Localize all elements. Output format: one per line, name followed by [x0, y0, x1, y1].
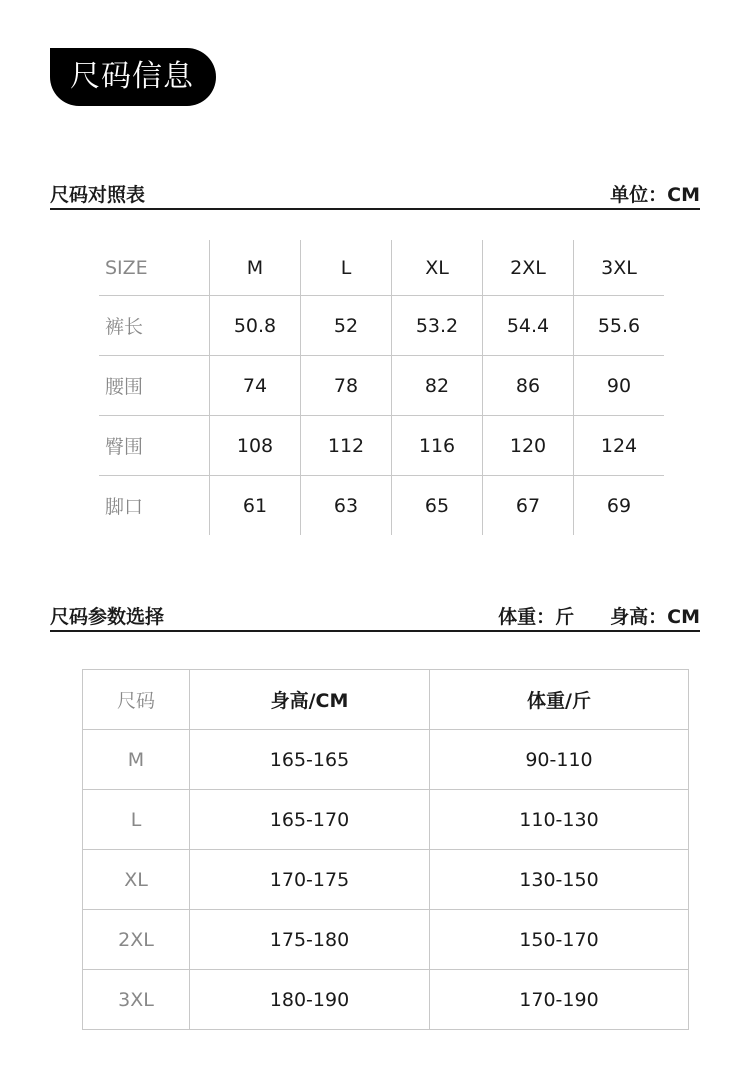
measure-value: 54.4: [483, 296, 574, 356]
size-cell: 3XL: [83, 970, 190, 1030]
measure-value: 69: [606, 494, 632, 517]
measure-value: 86: [483, 356, 574, 416]
table-row: [99, 356, 664, 416]
measure-value: 124: [574, 416, 665, 476]
weight-column-header: 体重/斤: [430, 670, 689, 730]
measure-value: 90: [574, 356, 665, 416]
measure-value: 67: [483, 476, 574, 536]
table-row: [99, 416, 664, 476]
size-chart-heading: 尺码对照表: [50, 184, 146, 206]
size-column-header: L: [301, 240, 392, 296]
size-column-header: 尺码: [83, 670, 190, 730]
height-cell: 165-165: [190, 730, 430, 790]
measure-label: 裤长: [99, 296, 210, 356]
measure-value: 52: [301, 296, 392, 356]
size-chart-table: [99, 240, 664, 535]
height-cell: 165-170: [190, 790, 430, 850]
table-row: [83, 850, 689, 910]
size-column-header: 3XL: [574, 240, 665, 296]
size-selection-heading: 尺码参数选择: [50, 606, 165, 628]
table-row: [83, 910, 689, 970]
size-column-header: SIZE: [99, 240, 210, 296]
table-row: [99, 476, 664, 536]
size-column-header: M: [210, 240, 301, 296]
measure-value: 63: [301, 476, 392, 536]
table-row: [99, 296, 664, 356]
weight-unit: 体重：斤: [498, 606, 575, 628]
weight-cell: 130-150: [430, 850, 689, 910]
measure-value: 116: [392, 416, 483, 476]
height-cell: 170-175: [190, 850, 430, 910]
size-cell: L: [83, 790, 190, 850]
measure-value: 53.2: [392, 296, 483, 356]
table-row: [83, 790, 689, 850]
size-cell: XL: [83, 850, 190, 910]
measure-value: 82: [392, 356, 483, 416]
size-cell: M: [83, 730, 190, 790]
weight-cell: 110-130: [430, 790, 689, 850]
size-chart-header-row: [99, 240, 664, 296]
measure-value: 120: [483, 416, 574, 476]
measure-label: 脚口: [99, 476, 210, 536]
measure-label: 腰围: [99, 356, 210, 416]
table-row: [83, 970, 689, 1030]
weight-cell: 170-190: [430, 970, 689, 1030]
size-column-header: XL: [392, 240, 483, 296]
height-cell: 180-190: [190, 970, 430, 1030]
size-selection-table: [82, 669, 689, 1030]
weight-cell: 90-110: [430, 730, 689, 790]
size-selection-header: [50, 600, 700, 632]
measure-value: 65: [392, 476, 483, 536]
measure-value: 112: [301, 416, 392, 476]
weight-cell: 150-170: [430, 910, 689, 970]
size-selection-header-row: [83, 670, 689, 730]
measure-value: 78: [301, 356, 392, 416]
height-cell: 175-180: [190, 910, 430, 970]
height-column-header: 身高/CM: [190, 670, 430, 730]
size-column-header: 2XL: [483, 240, 574, 296]
measure-value: 74: [210, 356, 301, 416]
size-chart-header: [50, 178, 700, 210]
measure-value: 50.8: [210, 296, 301, 356]
size-chart-unit: 单位：CM: [610, 184, 700, 206]
measure-value: 108: [210, 416, 301, 476]
height-unit: 身高：CM: [610, 606, 700, 628]
size-cell: 2XL: [83, 910, 190, 970]
measure-value: 55.6: [574, 296, 665, 356]
page-title: 尺码信息: [50, 48, 216, 106]
measure-label: 臀围: [99, 416, 210, 476]
measure-value: 61: [210, 476, 301, 536]
table-row: [83, 730, 689, 790]
